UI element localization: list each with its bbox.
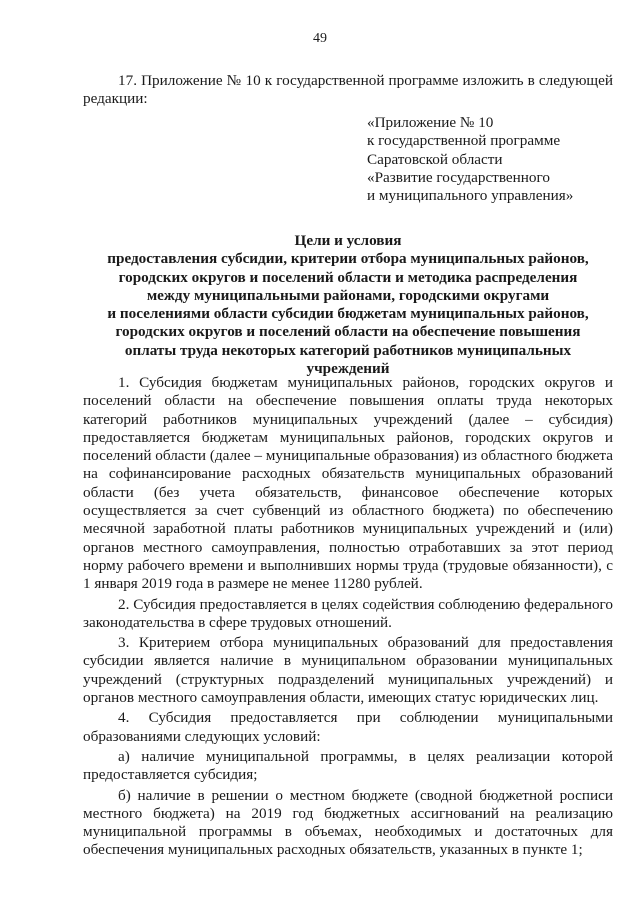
title-line: Цели и условия xyxy=(294,232,402,249)
paragraph-1: 1. Субсидия бюджетам муниципальных районов, городских округов и поселений области на обеспечение повышения оплаты труда некоторых категорий работников муниципальных учреждений (далее – субсидия) предоставляется бюджетам муниципальных районов, городских округов и поселений области (далее – муниципальные образования) из областного бюджета на софинансирование расходных обязательств муниципальных образований области (без учета обязательств, финансовое обеспечение которых осуществляется за счет субвенций из областного бюджета) по обеспечению месячной заработной платы работников муниципальных учреждений и (или) органов местного самоуправления, полностью отработавших за этот период норму рабочего времени и выполнивших нормы труда (трудовые обязанности), с 1 января 2019 года в размере не менее 11280 рублей. xyxy=(83,374,613,593)
paragraph-3: 3. Критерием отбора муниципальных образований для предоставления субсидии является наличие в муниципальном образовании муниципальных учреждений (структурных подразделений муниципальных учреждений) и органов местного самоуправления области, имеющих статус юридических лиц. xyxy=(83,634,613,707)
intro-text: 17. Приложение № 10 к государственной программе изложить в следующей редакции: xyxy=(83,72,613,108)
paragraph-4b: б) наличие в решении о местном бюджете (сводной бюджетной росписи местного бюджета) на 2019 год бюджетных ассигнований на реализацию муниципальной программы в объемах, необходимых и достаточных для обеспечения муниципальных расходных обязательств, указанных в пункте 1; xyxy=(83,786,613,859)
appendix-line: «Приложение № 10 xyxy=(367,114,494,131)
document-title xyxy=(83,232,613,378)
appendix-line: Саратовской области xyxy=(367,150,503,168)
appendix-line: «Развитие государственного xyxy=(367,168,550,186)
title-line: городских округов и поселений области и методика распределения xyxy=(118,268,578,286)
paragraph-4a: а) наличие муниципальной программы, в целях реализации которой предоставляется субсидия; xyxy=(83,747,613,784)
page-number: 49 xyxy=(313,31,327,46)
appendix-header xyxy=(367,114,617,205)
title-line: оплаты труда некоторых категорий работников муниципальных xyxy=(124,341,572,359)
document-body xyxy=(83,374,613,860)
appendix-line: к государственной программе xyxy=(367,132,561,150)
title-line: городских округов и поселений области на обеспечение повышения xyxy=(115,323,581,341)
intro-paragraph xyxy=(83,72,613,109)
title-line: предоставления субсидии, критерии отбора муниципальных районов, xyxy=(107,250,589,268)
paragraph-4: 4. Субсидия предоставляется при соблюдении муниципальными образованиями следующих условий: xyxy=(83,709,613,745)
paragraph-2: 2. Субсидия предоставляется в целях содействия соблюдению федерального законодательства в сфере трудовых отношений. xyxy=(83,595,613,631)
title-line: и поселениями области субсидии бюджетам муниципальных районов, xyxy=(107,305,589,323)
title-line: учреждений xyxy=(306,360,390,378)
appendix-line: и муниципального управления» xyxy=(367,187,574,205)
title-line: между муниципальными районами, городскими округами xyxy=(146,286,550,304)
